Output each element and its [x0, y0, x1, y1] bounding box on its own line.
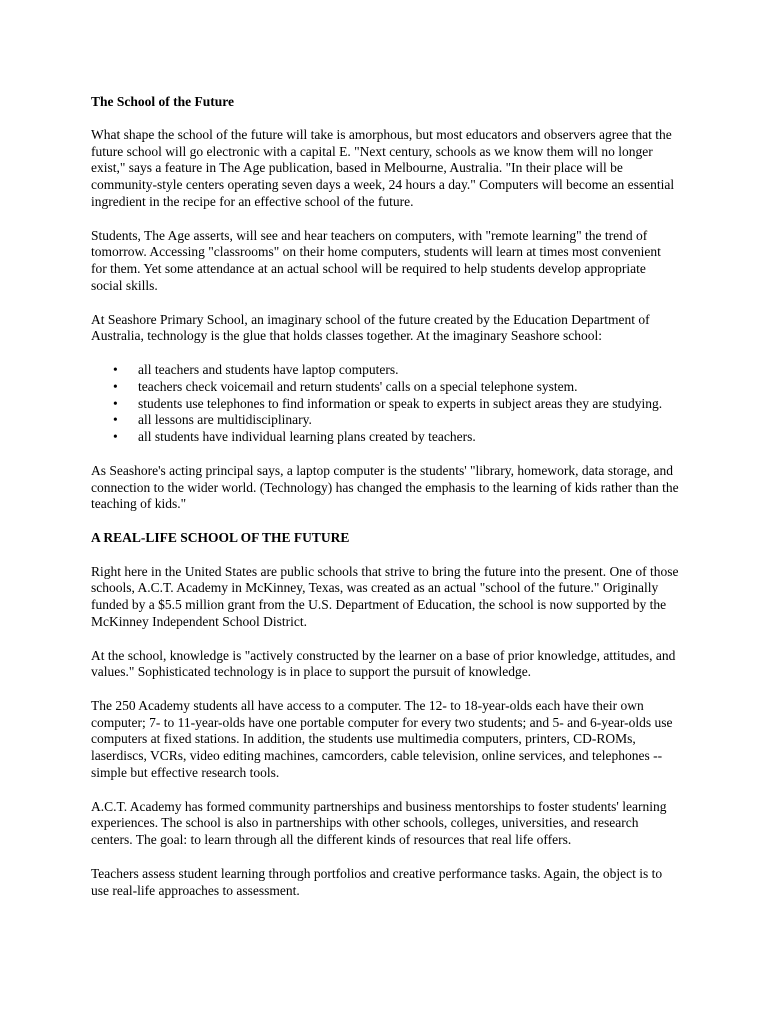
paragraph-seashore: At Seashore Primary School, an imaginary school of the future created by the Education Department of Australia, technology is the glue that holds classes together. At the imaginary Seashore school: — [91, 311, 650, 344]
spacer — [91, 295, 680, 312]
paragraph-computer-access: The 250 Academy students all have access to a computer. The 12- to 18-year-olds each have their own computer; 7- to 11-year-olds have one portable computer for every two students; and 5- and 6-year-olds use computers at fixed stations. In addition, the students use multimedia computers, printers, CD-ROMs, laserdiscs, VCRs, video editing machines, camcorders, cable television, online services, and telephones -- simple but effective research tools. — [91, 697, 673, 781]
list-item-text: students use telephones to find information or speak to experts in subject areas they are studying. — [138, 395, 663, 411]
bullet-glyph: • — [113, 361, 118, 377]
list-item-text: all students have individual learning plans created by teachers. — [138, 429, 476, 445]
bullet-glyph: • — [113, 412, 118, 428]
spacer — [91, 782, 680, 799]
bullet-glyph: • — [113, 429, 118, 445]
list-item — [113, 395, 680, 413]
list-item — [113, 412, 680, 429]
paragraph-intro: What shape the school of the future will take is amorphous, but most educators and observers agree that the future school will go electronic with a capital E. "Next century, schools as we know them will no longer exist," says a feature in The Age publication, based in Melbourne, Australia. "In their place will be community-style centers operating seven days a week, 24 hours a day." Computers will become an essential ingredient in the recipe for an effective school of the future. — [91, 126, 675, 209]
list-item — [113, 429, 680, 446]
paragraph-knowledge: At the school, knowledge is "actively constructed by the learner on a base of prior knowledge, attitudes, and values." Sophisticated technology is in place to support the pursuit of knowledge. — [91, 647, 676, 680]
spacer — [91, 513, 680, 530]
article-title: The School of the Future — [91, 94, 235, 109]
spacer — [91, 111, 680, 127]
section-heading-real-life: A REAL-LIFE SCHOOL OF THE FUTURE — [91, 529, 350, 545]
seashore-bullet-list — [91, 362, 680, 446]
list-item-text: teachers check voicemail and return students' calls on a special telephone system. — [138, 378, 578, 394]
paragraph-remote-learning: Students, The Age asserts, will see and hear teachers on computers, with "remote learning" the trend of tomorrow. Accessing "classrooms" on their home computers, students will learn at times most convenient for them. Yet some attendance at an actual school will be required to help students develop appropriate social skills. — [91, 227, 661, 293]
paragraph-principal-quote: As Seashore's acting principal says, a laptop computer is the students' "library, homework, data storage, and connection to the wider world. (Technology) has changed the emphasis to the learning of kids rather than the teaching of kids." — [91, 462, 679, 512]
list-item-text: all teachers and students have laptop computers. — [138, 361, 399, 377]
list-item — [113, 361, 680, 379]
paragraph-act-academy: Right here in the United States are public schools that strive to bring the future into the present. One of those schools, A.C.T. Academy in McKinney, Texas, was created as an actual "school of the future." Originally funded by a $5.5 million grant from the U.S. Department of Education, the school is now supported by the McKinney Independent School District. — [91, 563, 679, 629]
spacer — [91, 345, 680, 362]
spacer — [91, 849, 680, 866]
bullet-glyph: • — [113, 378, 118, 394]
spacer — [91, 631, 680, 648]
bullet-glyph: • — [113, 395, 118, 411]
spacer — [91, 211, 680, 228]
spacer — [91, 681, 680, 698]
spacer — [91, 446, 680, 463]
spacer — [91, 547, 680, 564]
paragraph-assessment: Teachers assess student learning through portfolios and creative performance tasks. Again, the object is to use real-life approaches to assessment. — [91, 865, 663, 898]
list-item — [113, 378, 680, 396]
paragraph-partnerships: A.C.T. Academy has formed community partnerships and business mentorships to foster students' learning experiences. The school is also in partnerships with other schools, colleges, universities, and research centers. The goal: to learn through all the different kinds of resources that real life offers. — [91, 798, 667, 848]
list-item-text: all lessons are multidisciplinary. — [138, 412, 312, 428]
